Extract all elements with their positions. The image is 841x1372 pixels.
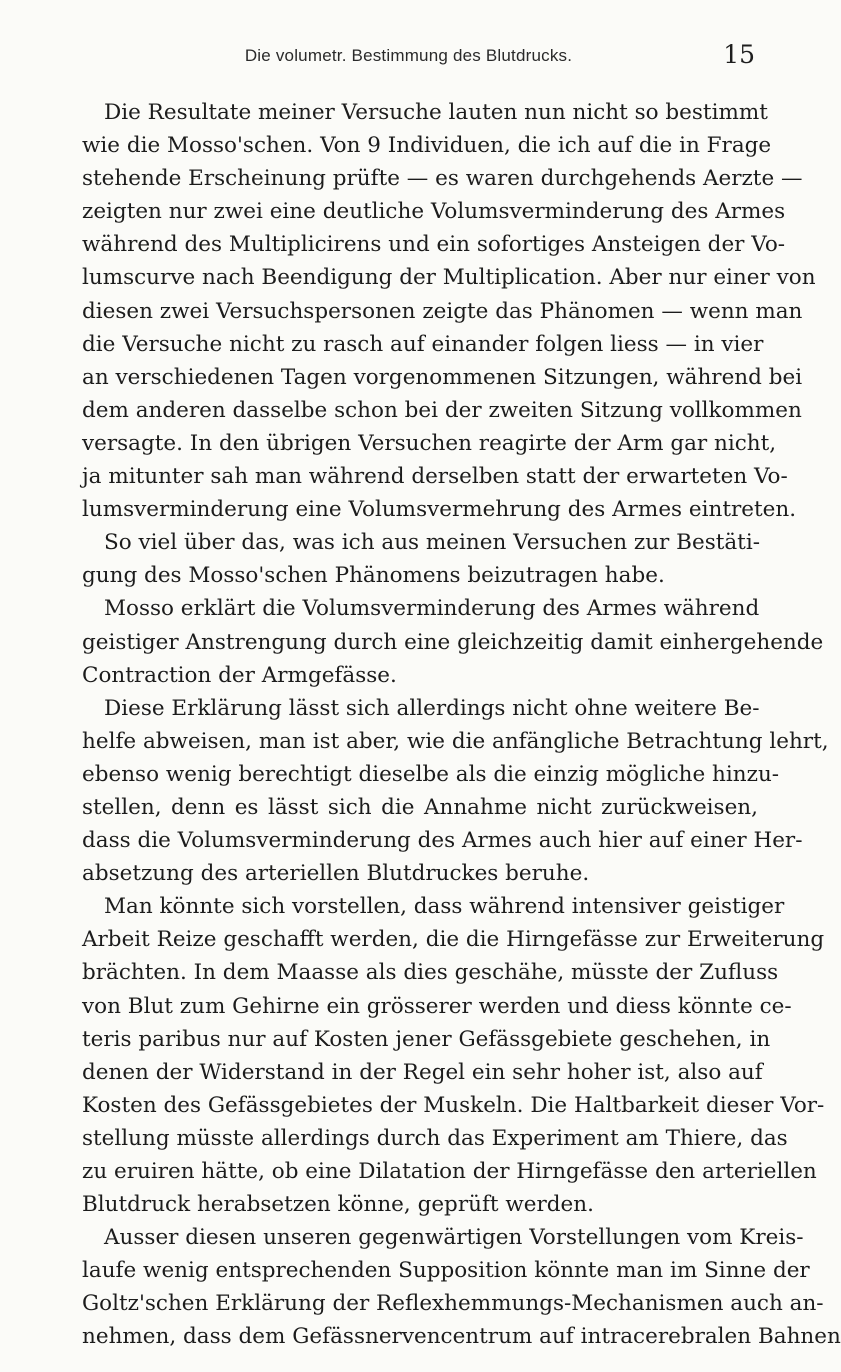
page-number: 15 (723, 40, 755, 69)
text-line: denen der Widerstand in der Regel ein sehr hoher ist, also auf (82, 1059, 763, 1085)
text-line: nehmen, dass dem Gefässnervencentrum auf intracerebralen Bahnen (82, 1324, 841, 1350)
text-line: Arbeit Reize geschafft werden, die die Hirngefässe zur Erweiterung (82, 927, 825, 953)
text-line: versagte. In den übrigen Versuchen reagirte der Arm gar nicht, (82, 430, 777, 456)
text-line: gung des Mosso'schen Phänomens beizutragen habe. (82, 563, 665, 589)
text-line: dem anderen dasselbe schon bei der zweiten Sitzung vollkommen (82, 397, 802, 423)
text-line: Man könnte sich vorstellen, dass während intensiver geistiger (104, 894, 785, 920)
running-head: Die volumetr. Bestimmung des Blutdrucks. (244, 46, 573, 65)
text-line: absetzung des arteriellen Blutdruckes beruhe. (82, 861, 590, 887)
text-line: geistiger Anstrengung durch eine gleichzeitig damit einhergehende (82, 629, 824, 655)
text-line: stellung müsste allerdings durch das Experiment am Thiere, das (82, 1125, 788, 1151)
text-line: ja mitunter sah man während derselben statt der erwarteten Vo- (82, 464, 788, 490)
text-line: lumscurve nach Beendigung der Multiplication. Aber nur einer von (82, 265, 816, 291)
text-line: helfe abweisen, man ist aber, wie die anfängliche Betrachtung lehrt, (82, 728, 829, 754)
text-line: stellen, denn es lässt sich die Annahme nicht zurückweisen, (82, 794, 758, 820)
text-line: ebenso wenig berechtigt dieselbe als die einzig mögliche hinzu- (82, 761, 780, 787)
text-line: laufe wenig entsprechenden Supposition könnte man im Sinne der (82, 1258, 810, 1284)
text-line: Ausser diesen unseren gegenwärtigen Vorstellungen vom Kreis- (104, 1225, 804, 1251)
text-line: zu eruiren hätte, ob eine Dilatation der Hirngefässe den arteriellen (82, 1159, 817, 1184)
text-line: an verschiedenen Tagen vorgenommenen Sitzungen, während bei (82, 364, 803, 390)
page-header (62, 40, 755, 76)
text-line: teris paribus nur auf Kosten jener Gefässgebiete geschehen, in (82, 1026, 771, 1052)
text-line: zeigten nur zwei eine deutliche Volumsverminderung des Armes (82, 199, 786, 225)
text-line: Contraction der Armgefässe. (82, 662, 397, 688)
text-line: während des Multiplicirens und ein sofortiges Ansteigen der Vo- (82, 232, 786, 258)
text-line: diesen zwei Versuchspersonen zeigte das Phänomen — wenn man (82, 298, 803, 324)
text-line: brächten. In dem Maasse als dies geschähe, müsste der Zufluss (82, 960, 779, 986)
text-line: So viel über das, was ich aus meinen Versuchen zur Bestäti- (104, 530, 760, 556)
text-line: Mosso erklärt die Volumsverminderung des Armes während (104, 596, 760, 622)
text-line: lumsverminderung eine Volumsvermehrung des Armes eintreten. (82, 497, 797, 523)
text-line: Kosten des Gefässgebietes der Muskeln. Die Haltbarkeit dieser Vor- (82, 1092, 825, 1118)
text-line: die Versuche nicht zu rasch auf einander folgen liess — in vier (82, 331, 764, 357)
text-line: von Blut zum Gehirne ein grösserer werden und diess könnte ce- (82, 993, 792, 1019)
text-line: dass die Volumsverminderung des Armes auch hier auf einer Her- (82, 828, 803, 854)
text-line: Goltz'schen Erklärung der Reflexhemmungs-Mechanismen auch an- (82, 1291, 824, 1317)
text-line: stehende Erscheinung prüfte — es waren durchgehends Aerzte — (82, 166, 803, 192)
text-line: Die Resultate meiner Versuche lauten nun nicht so bestimmt (104, 100, 768, 125)
text-line: Diese Erklärung lässt sich allerdings nicht ohne weitere Be- (104, 695, 760, 721)
body-text (82, 96, 841, 1354)
text-line: Blutdruck herabsetzen könne, geprüft werden. (82, 1192, 594, 1218)
text-line: wie die Mosso'schen. Von 9 Individuen, die ich auf die in Frage (82, 133, 772, 159)
